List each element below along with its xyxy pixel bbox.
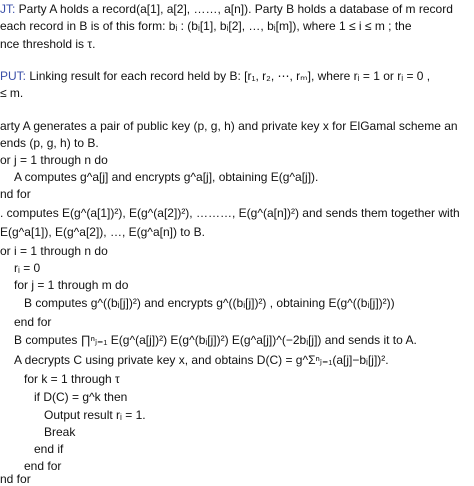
- threshold-line: nce threshold is τ.: [0, 37, 96, 51]
- step-19: end if: [34, 442, 64, 456]
- step-16: if D(C) = g^k then: [34, 390, 128, 404]
- step-21: nd for: [0, 472, 31, 486]
- step-11: B computes g^((bᵢ[j])²) and encrypts g^((bᵢ[j])²) , obtaining E(g^((bᵢ[j])²)): [24, 296, 395, 310]
- step-9: rᵢ = 0: [14, 261, 41, 275]
- step-12: end for: [14, 315, 52, 329]
- step-10: for j = 1 through m do: [14, 278, 129, 292]
- output-cont-line: ≤ m.: [0, 86, 24, 100]
- step-4: A computes g^a[j] and encrypts g^a[j], obtaining E(g^a[j]).: [14, 170, 319, 184]
- input-text: Party A holds a record(a[1], a[2], ……, a[n]). Party B holds a database of m record: [15, 2, 453, 16]
- step-14: A decrypts C using private key x, and obtains D(C) = g^Σⁿⱼ₌₁(a[j]−bᵢ[j])².: [14, 353, 389, 367]
- step-15: for k = 1 through τ: [24, 372, 120, 386]
- output-text: Linking result for each record held by B: [r₁, r₂, ⋯, rₘ], where rᵢ = 1 or rᵢ = 0 ,: [26, 69, 431, 83]
- step-1: arty A generates a pair of public key (p, g, h) and private key x for ElGamal scheme an: [0, 119, 458, 133]
- step-5: nd for: [0, 187, 31, 201]
- input-label: JT:: [0, 2, 16, 16]
- step-2: ends (p, g, h) to B.: [0, 136, 99, 150]
- step-20: end for: [24, 459, 62, 473]
- step-18: Break: [44, 425, 76, 439]
- step-6: . computes E(g^(a[1])²), E(g^(a[2])²), ………, E(g^(a[n])²) and sends them together with: [0, 206, 460, 220]
- step-3: or j = 1 through n do: [0, 153, 108, 167]
- output-label: PUT:: [0, 69, 27, 83]
- step-13: B computes ∏ⁿⱼ₌₁ E(g^(a[j])²) E(g^(bᵢ[j])²) E(g^a[j])^(−2bᵢ[j]) and sends it to A.: [14, 333, 417, 347]
- step-17: Output result rᵢ = 1.: [44, 408, 146, 422]
- step-8: or i = 1 through n do: [0, 244, 108, 258]
- record-form-line: each record in B is of this form: bᵢ : (bᵢ[1], bᵢ[2], …, bᵢ[m]), where 1 ≤ i ≤ m ; the: [0, 19, 412, 33]
- output-line: [0, 69, 430, 83]
- step-7: E(g^a[1]), E(g^a[2]), …, E(g^a[n]) to B.: [0, 225, 205, 239]
- input-line: [0, 2, 453, 16]
